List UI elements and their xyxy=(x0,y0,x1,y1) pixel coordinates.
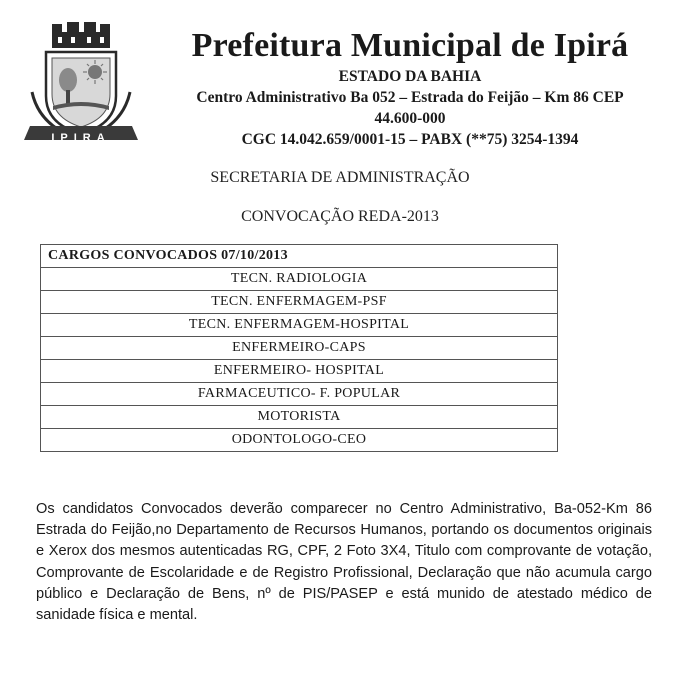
document-title: CONVOCAÇÃO REDA-2013 xyxy=(241,208,439,225)
address-line: Centro Administrativo Ba 052 – Estrada do Feijão – Km 86 CEP xyxy=(196,89,624,106)
table-row xyxy=(41,406,558,429)
table-cell: MOTORISTA xyxy=(41,406,558,429)
department-title: SECRETARIA DE ADMINISTRAÇÃO xyxy=(210,169,470,186)
table-row xyxy=(41,337,558,360)
crest-banner-label: IPIRA xyxy=(51,132,111,144)
table-row xyxy=(41,314,558,337)
instructions-paragraph: Os candidatos Convocados deverão comparecer no Centro Administrativo, Ba-052-Km 86 Estrada do Feijão,no Departamento de Recursos Humanos, portando os documentos originais e Xerox dos mesmos autenticadas RG, CPF, 2 Foto 3X4, Titulo com comprovante de votação, Comprovante de Escolaridade e de Registro Profissional, Declaração que não acumula cargo público e Declaração de Bens, nº de PIS/PASEP e está munido de atestado médico de sanidade física e mental. xyxy=(36,501,652,624)
state-line: ESTADO DA BAHIA xyxy=(338,68,482,85)
table-cell: ENFERMEIRO-CAPS xyxy=(41,337,558,360)
table-row xyxy=(41,383,558,406)
table-row xyxy=(41,268,558,291)
municipal-coat-of-arms-icon xyxy=(22,22,140,150)
letterhead xyxy=(150,26,670,150)
positions-table xyxy=(40,244,558,452)
table-cell: FARMACEUTICO- F. POPULAR xyxy=(41,383,558,406)
table-cell: TECN. ENFERMAGEM-HOSPITAL xyxy=(41,314,558,337)
table-row xyxy=(41,429,558,452)
table-row xyxy=(41,291,558,314)
table-cell: ODONTOLOGO-CEO xyxy=(41,429,558,452)
organization-name: Prefeitura Municipal de Ipirá xyxy=(191,27,629,64)
cgc-line: CGC 14.042.659/0001-15 – PABX (**75) 3254-1394 xyxy=(241,131,579,148)
table-header-row xyxy=(41,245,558,268)
table-row xyxy=(41,360,558,383)
table-header: CARGOS CONVOCADOS 07/10/2013 xyxy=(41,245,558,268)
table-cell: TECN. ENFERMAGEM-PSF xyxy=(41,291,558,314)
table-cell: TECN. RADIOLOGIA xyxy=(41,268,558,291)
cep-line: 44.600-000 xyxy=(374,110,446,127)
table-cell: ENFERMEIRO- HOSPITAL xyxy=(41,360,558,383)
